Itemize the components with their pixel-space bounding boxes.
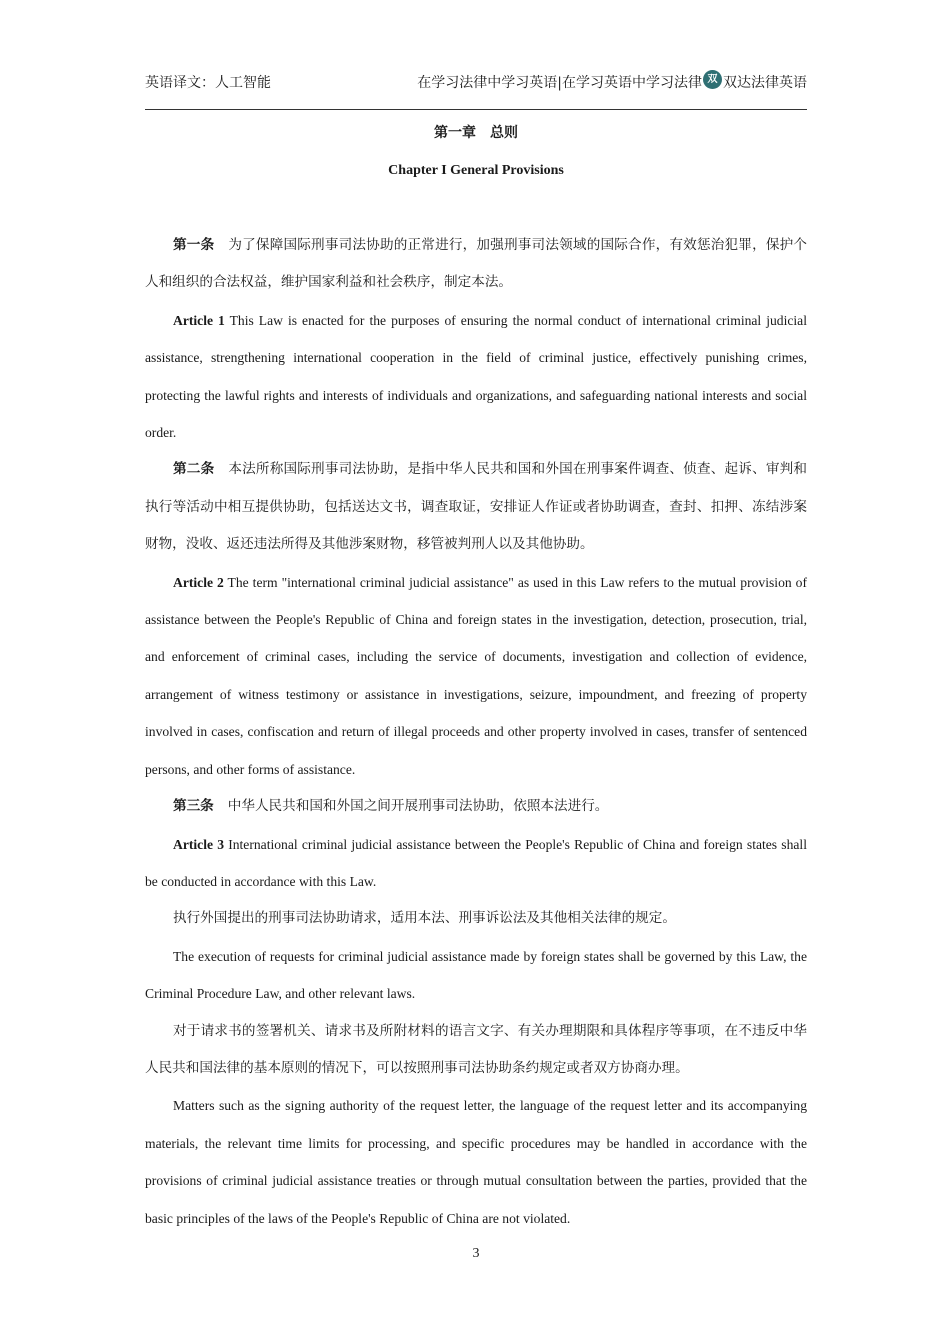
article-paragraph-cn bbox=[145, 788, 807, 825]
article-label: 第一条 bbox=[173, 237, 215, 253]
header-brand-name: 双达法律英语 bbox=[723, 75, 807, 91]
paragraph-text: 对于请求书的签署机关、请求书及所附材料的语言文字、有关办理期限和具体程序等事项，在不违反中华人民共和国法律的基本原则的情况下，可以按照刑事司法协助条约规定或者双方协商办理。 bbox=[145, 1022, 807, 1076]
paragraph-en bbox=[145, 1087, 807, 1237]
brand-logo-icon: 双 bbox=[703, 70, 722, 89]
article-paragraph-cn bbox=[145, 227, 807, 302]
chapter-title-cn: 第一章 总则 bbox=[434, 125, 518, 141]
page-number: 3 bbox=[472, 1246, 480, 1261]
article-label: Article 3 bbox=[173, 836, 224, 852]
article-paragraph-en bbox=[145, 564, 807, 788]
paragraph-text: International criminal judicial assistance between the People's Republic of China and foreign states shall be conducted in accordance with this Law. bbox=[145, 836, 807, 889]
paragraph-text: Matters such as the signing authority of the request letter, the language of the request letter and its accompanying materials, the relevant time limits for processing, and specific procedures may be handled in accordance with the provisions of criminal judicial assistance treaties or through mutual consultation between the parties, provided that the basic principles of the laws of the People's Republic of China are not violated. bbox=[145, 1098, 807, 1226]
article-label: 第二条 bbox=[173, 461, 215, 478]
paragraph-text: 本法所称国际刑事司法协助，是指中华人民共和国和外国在刑事案件调查、侦查、起诉、审判和执行等活动中相互提供协助，包括送达文书，调查取证，安排证人作证或者协助调查，查封、扣押、冻结涉案财物，没收、返还违法所得及其他涉案财物，移管被判刑人以及其他协助。 bbox=[145, 461, 808, 553]
header-right-text bbox=[417, 70, 807, 96]
paragraph-text: 为了保障国际刑事司法协助的正常进行，加强刑事司法领域的国际合作，有效惩治犯罪，保护个人和组织的合法权益，维护国家利益和社会秩序，制定本法。 bbox=[145, 237, 808, 291]
article-paragraph-cn bbox=[145, 451, 807, 563]
paragraph-text: The execution of requests for criminal judicial assistance made by foreign states shall be governed by this Law, the Criminal Procedure Law, and other relevant laws. bbox=[145, 948, 807, 1002]
article-paragraph-en bbox=[145, 826, 807, 901]
paragraph-en bbox=[145, 938, 807, 1013]
paragraph-text: 中华人民共和国和外国之间开展刑事司法协助，依照本法进行。 bbox=[227, 798, 609, 815]
article-label: Article 1 bbox=[173, 312, 225, 328]
header-left-text: 英语译文：人工智能 bbox=[145, 75, 271, 91]
header-slogan-2: 在学习英语中学习法律 bbox=[562, 75, 702, 91]
header-separator: | bbox=[557, 75, 562, 91]
paragraph-text: 执行外国提出的刑事司法协助请求，适用本法、刑事诉讼法及其他相关法律的规定。 bbox=[173, 910, 676, 927]
paragraph-text: This Law is enacted for the purposes of ensuring the normal conduct of international criminal judicial assistance, strengthening international cooperation in the field of criminal justice, effectively punishing crimes, protecting the lawful rights and interests of individuals and organizations, and safeguarding national interests and social order. bbox=[145, 312, 807, 441]
paragraph-cn bbox=[145, 900, 807, 937]
article-label: 第三条 bbox=[173, 798, 214, 815]
page-header bbox=[145, 70, 807, 96]
article-paragraph-en bbox=[145, 302, 807, 452]
chapter-title-en: Chapter I General Provisions bbox=[388, 163, 564, 178]
paragraph-text: The term "international criminal judicial assistance" as used in this Law refers to the mutual provision of assistance between the People's Republic of China and foreign states in the investigation, detection, prosecution, trial, and enforcement of criminal cases, including the service of documents, investigation and collection of evidence, arrangement of witness testimony or assistance in investigations, seizure, impoundment, and freezing of property involved in cases, confiscation and return of illegal proceeds and other property involved in cases, transfer of sentenced persons, and other forms of assistance. bbox=[145, 574, 807, 777]
article-label: Article 2 bbox=[173, 574, 224, 590]
paragraph-cn bbox=[145, 1013, 807, 1088]
header-slogan-1: 在学习法律中学习英语 bbox=[417, 75, 558, 91]
header-divider bbox=[145, 109, 807, 110]
document-body bbox=[145, 227, 807, 1237]
